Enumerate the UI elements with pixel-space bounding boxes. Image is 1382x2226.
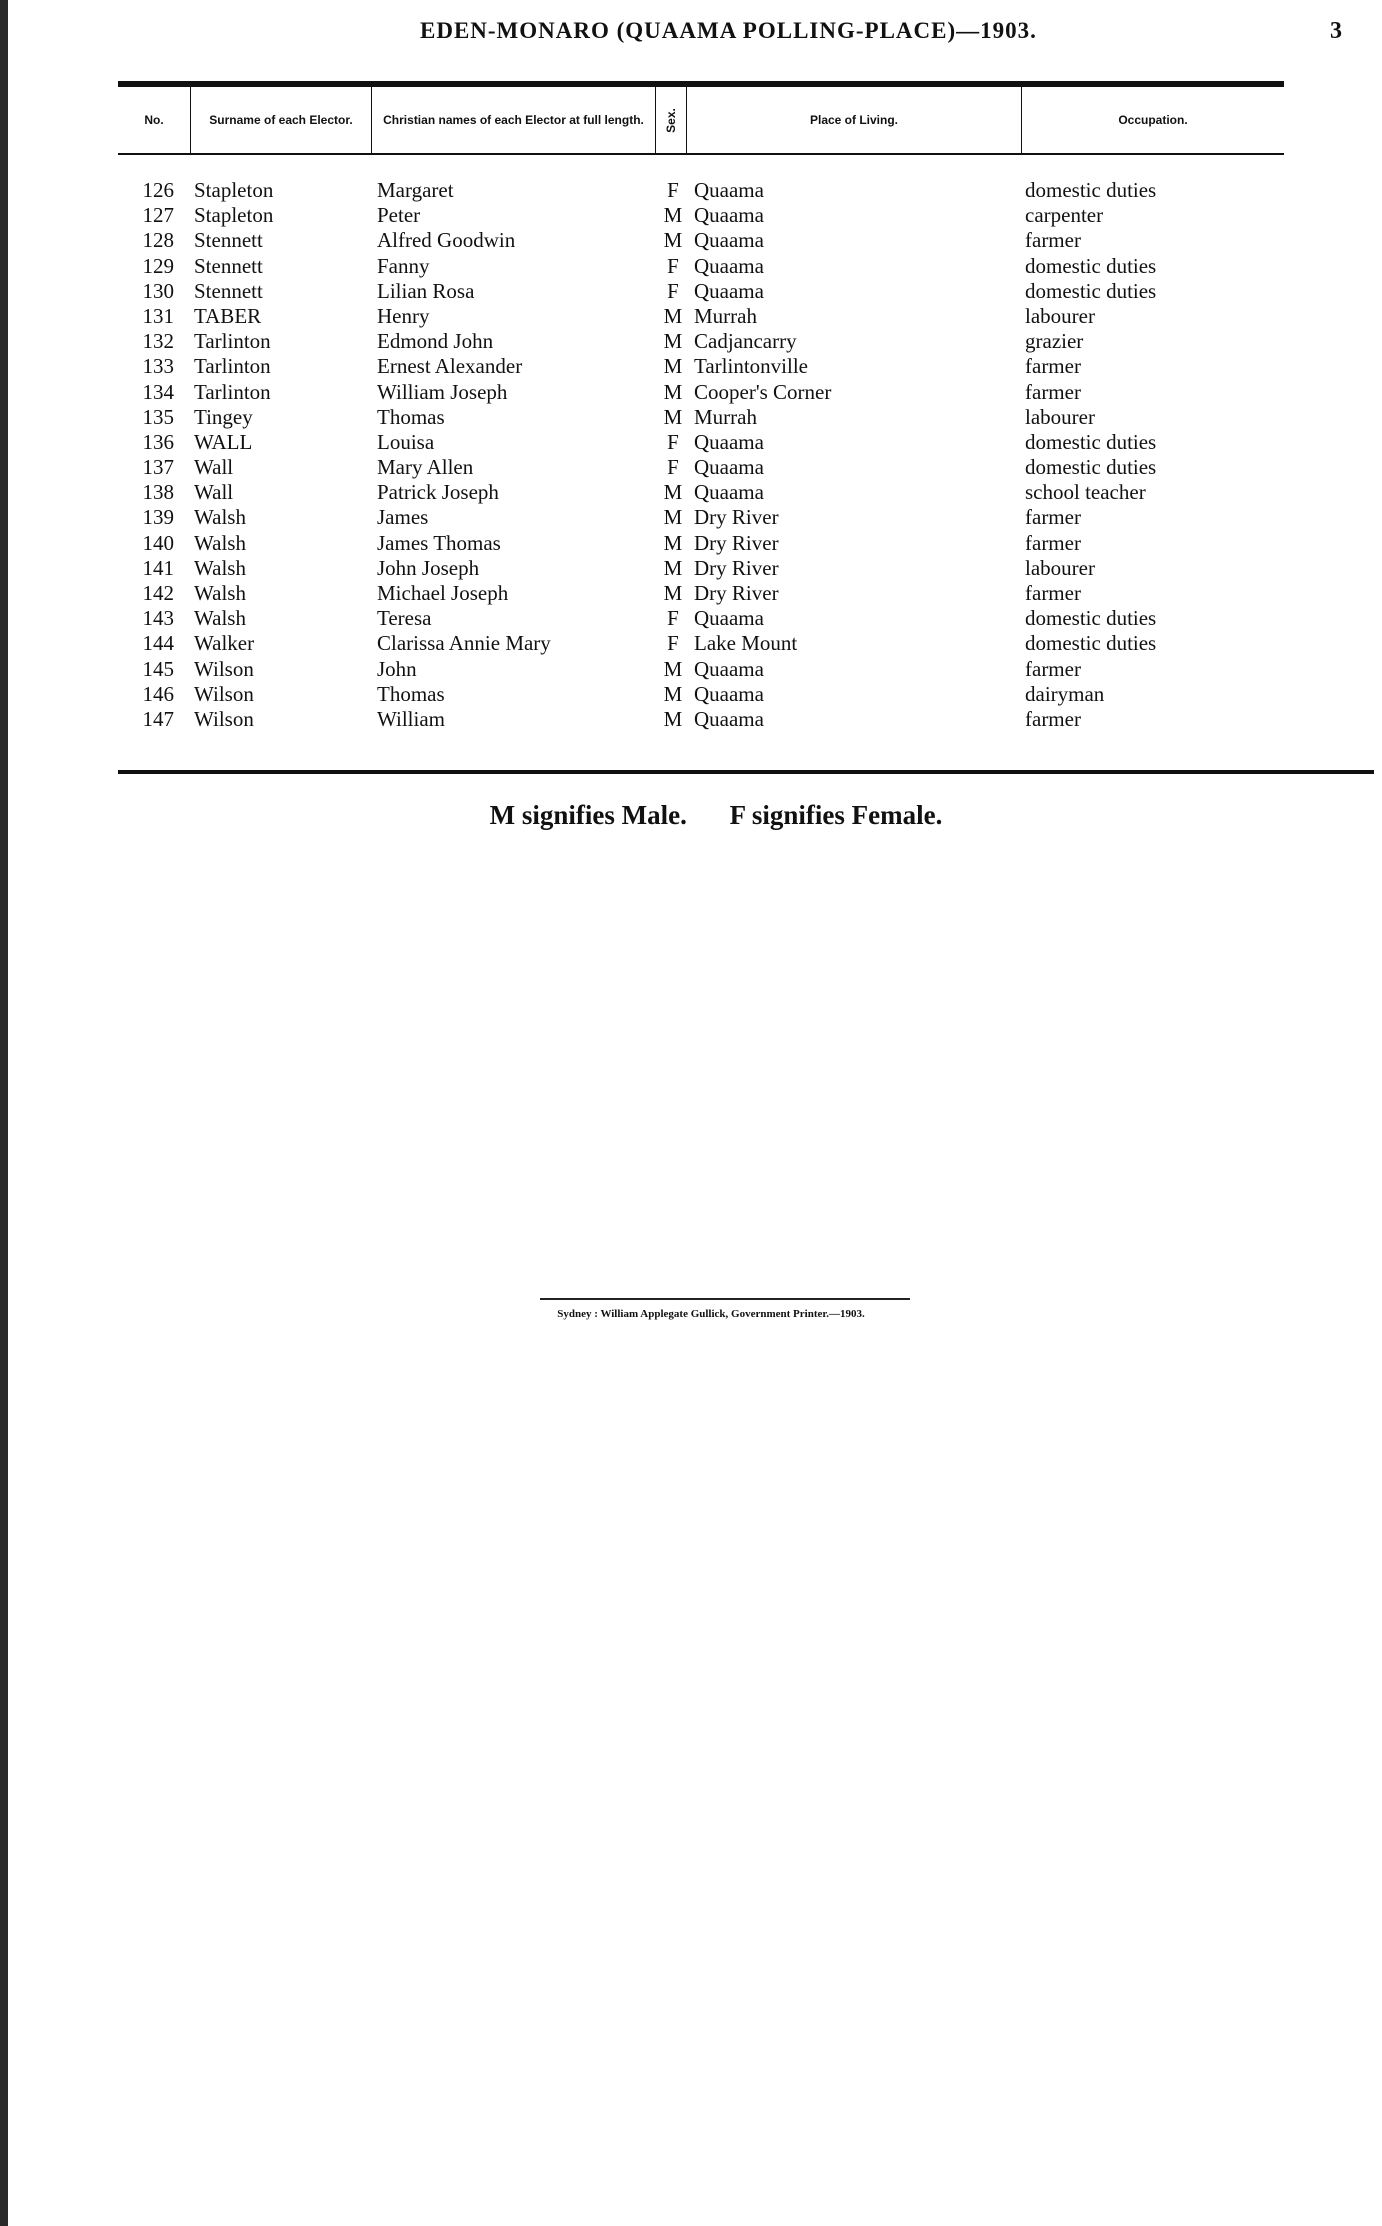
table-row: [0, 657, 1382, 682]
elector-christian-names: James Thomas: [377, 530, 501, 555]
elector-number: 135: [142, 404, 174, 429]
elector-surname: Wilson: [194, 656, 254, 681]
elector-christian-names: John: [377, 656, 417, 681]
elector-surname: Wilson: [194, 706, 254, 731]
table-header: [118, 81, 1284, 155]
elector-christian-names: Henry: [377, 303, 430, 328]
elector-number: 132: [142, 329, 174, 354]
table-row: [0, 455, 1382, 480]
column-header-place-of-living: Place of Living.: [809, 112, 899, 127]
elector-number: 130: [142, 278, 174, 303]
column-header-sex-label: Sex.: [663, 107, 678, 133]
elector-number: 139: [142, 505, 174, 530]
elector-place-of-living: Quaama: [694, 480, 764, 505]
elector-place-of-living: Quaama: [694, 203, 764, 228]
table-row: [0, 556, 1382, 581]
elector-occupation: farmer: [1025, 581, 1081, 605]
elector-sex: M: [663, 530, 683, 555]
elector-place-of-living: Cadjancarry: [694, 329, 797, 354]
elector-number: 137: [142, 455, 174, 480]
elector-occupation: carpenter: [1025, 203, 1104, 228]
elector-place-of-living: Quaama: [694, 656, 764, 681]
elector-place-of-living: Tarlintonville: [694, 354, 809, 379]
elector-occupation: dairyman: [1025, 681, 1105, 706]
elector-surname: Stennett: [194, 253, 263, 278]
elector-christian-names: Patrick Joseph: [377, 480, 499, 505]
page-title: EDEN-MONARO (QUAAMA POLLING-PLACE)—1903.: [420, 18, 1037, 43]
table-row: [0, 329, 1382, 354]
table-row: [0, 279, 1382, 304]
column-header-sex: [656, 87, 686, 153]
elector-surname: Walker: [194, 631, 255, 656]
elector-number: 138: [142, 480, 174, 505]
elector-occupation: farmer: [1025, 228, 1081, 253]
elector-christian-names: Louisa: [377, 429, 435, 454]
elector-christian-names: Ernest Alexander: [377, 354, 523, 379]
legend-male: M signifies Male.: [489, 800, 687, 830]
elector-surname: Tarlinton: [194, 354, 271, 379]
elector-place-of-living: Quaama: [694, 455, 764, 480]
elector-sex: M: [663, 505, 683, 530]
page-header: [0, 18, 1382, 58]
table-row: [0, 480, 1382, 505]
elector-surname: Walsh: [194, 505, 246, 530]
elector-surname: Stennett: [194, 228, 263, 253]
elector-number: 141: [142, 555, 174, 580]
table-row: [0, 405, 1382, 430]
elector-place-of-living: Dry River: [694, 505, 779, 530]
table-row: [0, 304, 1382, 329]
elector-christian-names: Lilian Rosa: [377, 278, 475, 303]
elector-occupation: school teacher: [1025, 480, 1146, 505]
elector-number: 133: [142, 354, 174, 379]
elector-occupation: grazier: [1025, 329, 1084, 354]
elector-surname: WALL: [194, 429, 253, 454]
column-header-christian-names: Christian names of each Elector at full length.: [383, 112, 644, 127]
elector-sex: F: [667, 606, 679, 631]
printer-imprint: Sydney : William Applegate Gullick, Government Printer.—1903.: [557, 1308, 865, 1320]
elector-sex: M: [663, 581, 683, 605]
elector-sex: M: [663, 329, 683, 354]
elector-occupation: domestic duties: [1025, 278, 1157, 303]
elector-place-of-living: Quaama: [694, 606, 764, 631]
elector-sex: F: [667, 178, 679, 202]
elector-number: 134: [142, 379, 174, 404]
elector-occupation: farmer: [1025, 505, 1081, 530]
elector-sex: F: [667, 429, 679, 454]
table-row: [0, 228, 1382, 253]
elector-number: 146: [142, 681, 174, 706]
elector-surname: Wilson: [194, 681, 254, 706]
elector-occupation: domestic duties: [1025, 253, 1157, 278]
table-row: [0, 631, 1382, 656]
elector-number: 147: [142, 706, 174, 731]
table-row: [0, 505, 1382, 530]
elector-number: 131: [142, 303, 174, 328]
elector-surname: Walsh: [194, 606, 246, 631]
elector-christian-names: Alfred Goodwin: [377, 228, 516, 253]
elector-surname: Tingey: [194, 404, 253, 429]
elector-occupation: farmer: [1025, 706, 1081, 731]
elector-place-of-living: Quaama: [694, 253, 764, 278]
table-row: [0, 203, 1382, 228]
elector-sex: M: [663, 303, 683, 328]
elector-surname: Wall: [194, 480, 234, 505]
elector-occupation: farmer: [1025, 530, 1081, 555]
elector-occupation: farmer: [1025, 354, 1081, 379]
elector-sex: M: [663, 228, 683, 253]
elector-number: 142: [142, 581, 174, 605]
elector-surname: Tarlinton: [194, 379, 271, 404]
elector-surname: Stennett: [194, 278, 263, 303]
elector-occupation: labourer: [1025, 404, 1095, 429]
elector-number: 140: [142, 530, 174, 555]
elector-place-of-living: Lake Mount: [694, 631, 798, 656]
elector-christian-names: John Joseph: [377, 555, 480, 580]
table-row: [0, 531, 1382, 556]
column-header-surname: Surname of each Elector.: [209, 112, 353, 127]
elector-number: 145: [142, 656, 174, 681]
table-row: [0, 430, 1382, 455]
elector-christian-names: Clarissa Annie Mary: [377, 631, 551, 656]
elector-occupation: domestic duties: [1025, 631, 1157, 656]
elector-place-of-living: Quaama: [694, 228, 764, 253]
elector-occupation: farmer: [1025, 379, 1081, 404]
elector-place-of-living: Quaama: [694, 706, 764, 731]
elector-sex: M: [663, 404, 683, 429]
elector-occupation: labourer: [1025, 303, 1095, 328]
elector-occupation: labourer: [1025, 555, 1095, 580]
elector-number: 127: [142, 203, 174, 228]
page-number: 3: [1330, 18, 1342, 44]
elector-christian-names: Edmond John: [377, 329, 494, 354]
elector-christian-names: Michael Joseph: [377, 581, 509, 605]
elector-christian-names: William: [377, 706, 445, 731]
legend-female: F signifies Female.: [729, 800, 943, 830]
sex-legend: [0, 800, 1382, 831]
elector-sex: F: [667, 455, 679, 480]
column-header-occupation: Occupation.: [1118, 112, 1188, 127]
elector-number: 136: [142, 429, 174, 454]
imprint-rule: [540, 1298, 910, 1300]
table-row: [0, 606, 1382, 631]
table-row: [0, 354, 1382, 379]
elector-surname: Tarlinton: [194, 329, 271, 354]
elector-sex: M: [663, 681, 683, 706]
elector-christian-names: Mary Allen: [377, 455, 474, 480]
elector-place-of-living: Quaama: [694, 681, 764, 706]
elector-sex: M: [663, 203, 683, 228]
column-header-no: No.: [144, 112, 164, 127]
table-row: [0, 581, 1382, 606]
elector-christian-names: Teresa: [377, 606, 432, 631]
elector-place-of-living: Dry River: [694, 530, 779, 555]
table-row: [0, 682, 1382, 707]
table-row: [0, 178, 1382, 203]
table-row: [0, 254, 1382, 279]
elector-christian-names: Margaret: [377, 178, 454, 202]
elector-surname: Stapleton: [194, 203, 274, 228]
elector-surname: Walsh: [194, 581, 246, 605]
elector-christian-names: Peter: [377, 203, 421, 228]
elector-sex: M: [663, 379, 683, 404]
elector-sex: F: [667, 278, 679, 303]
elector-place-of-living: Quaama: [694, 278, 764, 303]
elector-surname: TABER: [194, 303, 262, 328]
elector-place-of-living: Quaama: [694, 178, 764, 202]
elector-number: 126: [142, 178, 174, 202]
elector-place-of-living: Quaama: [694, 429, 764, 454]
elector-surname: Wall: [194, 455, 234, 480]
elector-sex: M: [663, 706, 683, 731]
elector-occupation: domestic duties: [1025, 178, 1157, 202]
elector-occupation: domestic duties: [1025, 429, 1157, 454]
elector-place-of-living: Cooper's Corner: [694, 379, 832, 404]
elector-occupation: farmer: [1025, 656, 1081, 681]
table-row: [0, 707, 1382, 732]
elector-number: 144: [142, 631, 174, 656]
elector-christian-names: Fanny: [377, 253, 430, 278]
elector-number: 129: [142, 253, 174, 278]
table-row: [0, 380, 1382, 405]
elector-number: 128: [142, 228, 174, 253]
elector-sex: M: [663, 555, 683, 580]
elector-christian-names: William Joseph: [377, 379, 508, 404]
elector-sex: F: [667, 631, 679, 656]
elector-christian-names: James: [377, 505, 429, 530]
elector-sex: M: [663, 656, 683, 681]
elector-place-of-living: Dry River: [694, 555, 779, 580]
elector-surname: Stapleton: [194, 178, 274, 202]
electoral-roll-rows: [0, 178, 1382, 732]
elector-christian-names: Thomas: [377, 404, 445, 429]
elector-occupation: domestic duties: [1025, 455, 1157, 480]
elector-christian-names: Thomas: [377, 681, 445, 706]
elector-place-of-living: Murrah: [694, 303, 757, 328]
elector-sex: F: [667, 253, 679, 278]
elector-number: 143: [142, 606, 174, 631]
elector-occupation: domestic duties: [1025, 606, 1157, 631]
table-end-rule: [118, 770, 1374, 774]
elector-place-of-living: Dry River: [694, 581, 779, 605]
elector-place-of-living: Murrah: [694, 404, 757, 429]
elector-surname: Walsh: [194, 555, 246, 580]
elector-surname: Walsh: [194, 530, 246, 555]
elector-sex: M: [663, 480, 683, 505]
elector-sex: M: [663, 354, 683, 379]
